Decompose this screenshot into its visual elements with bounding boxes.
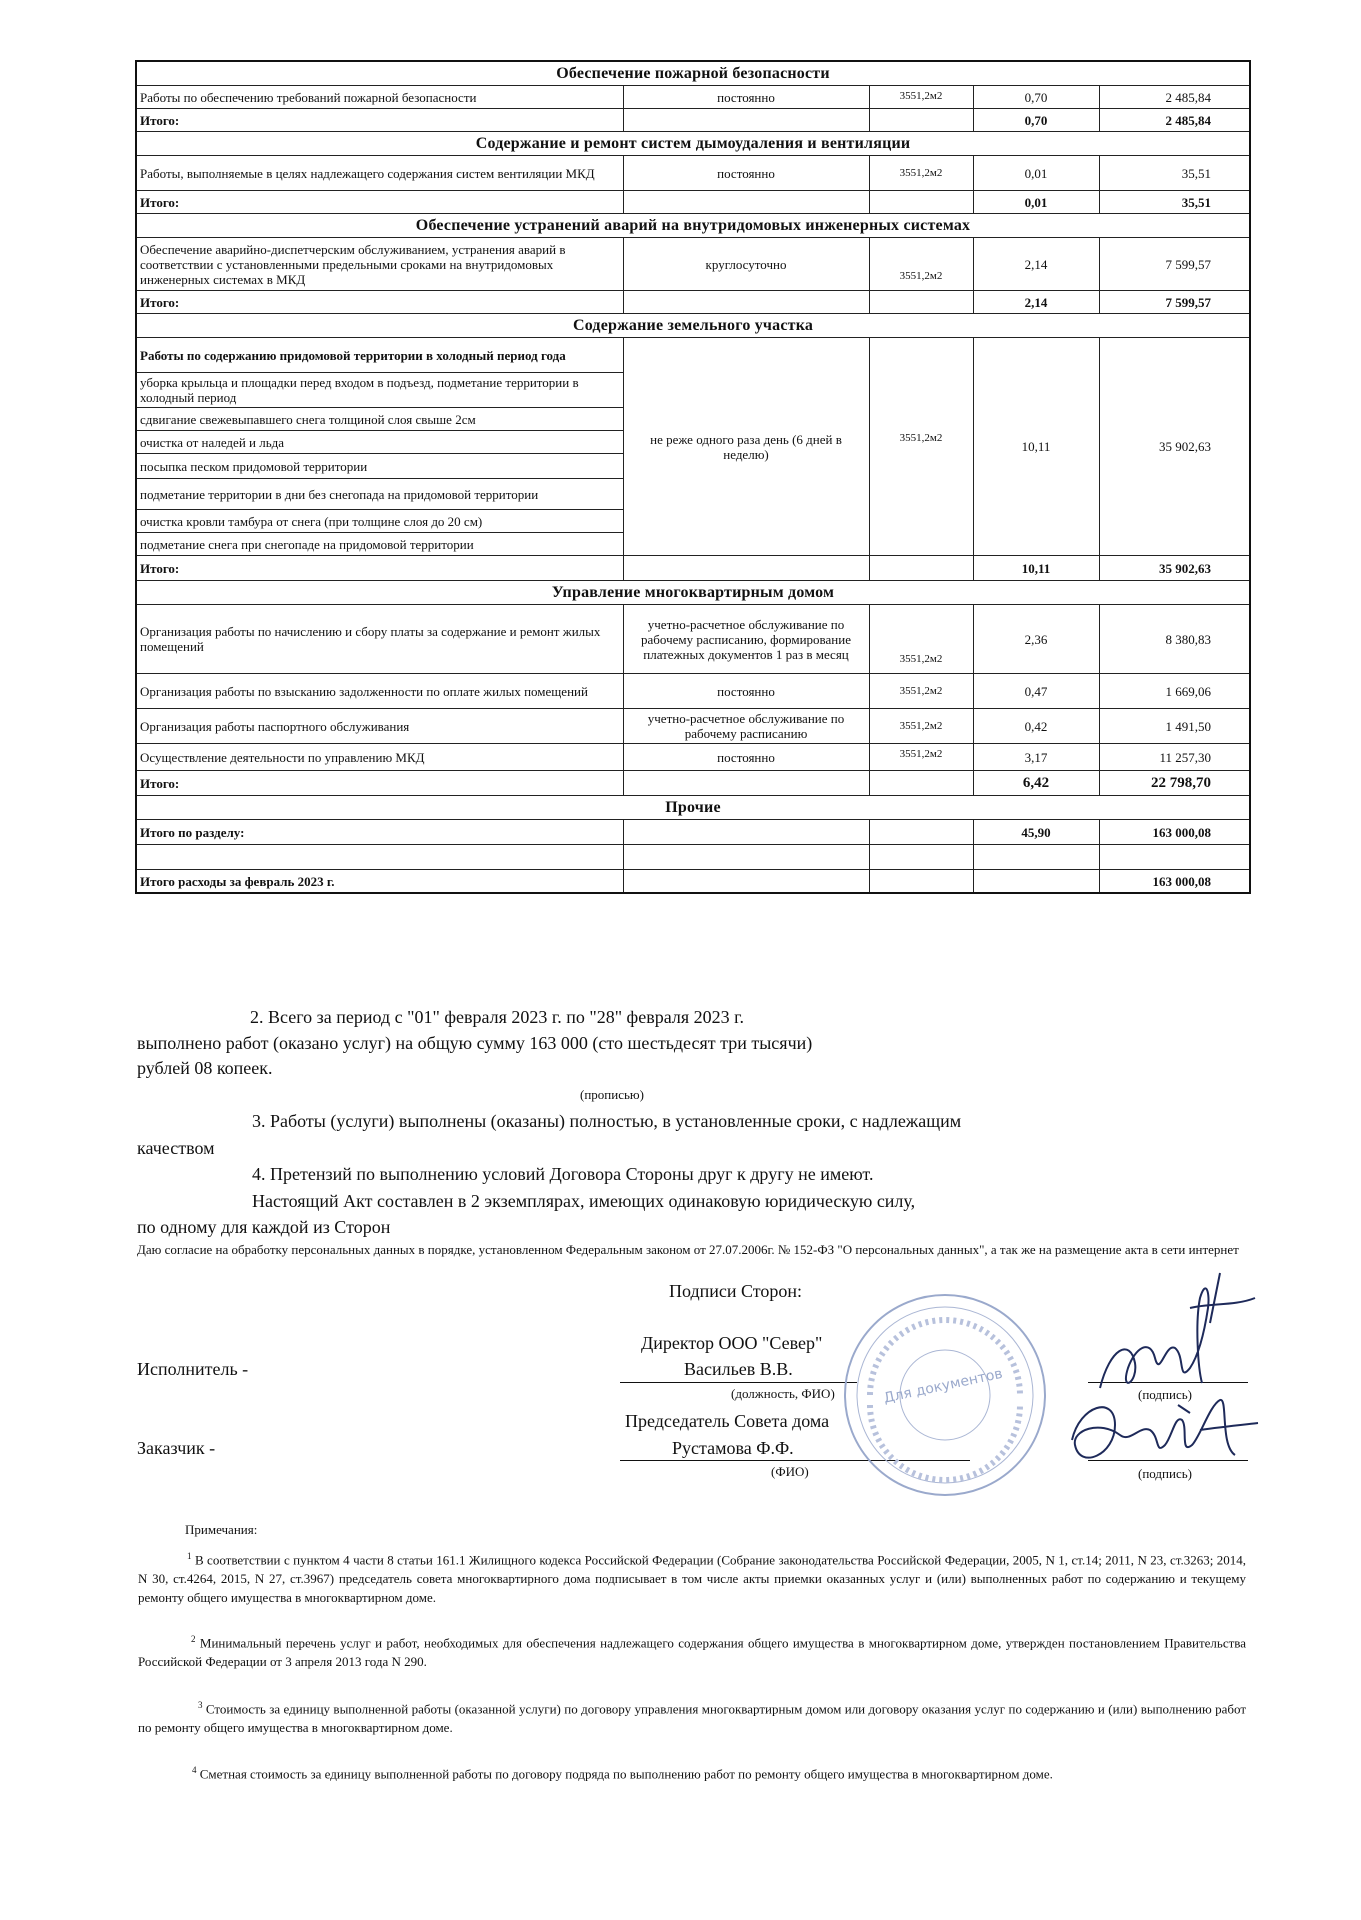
executor-name-line — [620, 1382, 857, 1383]
work-name: Организация работы по взысканию задолженности по оплате жилых помещений — [136, 674, 623, 709]
total-row — [136, 109, 1250, 132]
total-rate: 10,11 — [973, 556, 1099, 581]
section-header-emergency: Обеспечение устранений аварий на внутридомовых инженерных системах — [136, 214, 1250, 238]
work-name: сдвигание свежевыпавшего снега толщиной слоя свыше 2см — [136, 408, 623, 431]
sign-caption-2: (подпись) — [1138, 1466, 1192, 1481]
total-rate: 6,42 — [973, 771, 1099, 796]
work-sum: 8 380,83 — [1099, 605, 1250, 674]
work-sum: 1 669,06 — [1099, 674, 1250, 709]
section-total-label: Итого по разделу: — [136, 820, 623, 845]
paragraph-5-line1: Настоящий Акт составлен в 2 экземплярах, имеющих одинаковую юридическую силу, — [252, 1191, 916, 1211]
table-row — [136, 86, 1250, 109]
executor-label: Исполнитель - — [137, 1359, 249, 1379]
total-label: Итого: — [136, 109, 623, 132]
table-row — [136, 605, 1250, 674]
work-rate: 10,11 — [973, 338, 1099, 556]
work-name: подметание территории в дни без снегопада на придомовой территории — [136, 479, 623, 510]
total-rate: 0,70 — [973, 109, 1099, 132]
signatures-title: Подписи Сторон: — [669, 1281, 803, 1301]
consent-text: Даю согласие на обработку персональных данных в порядке, установленном Федеральным законом от 27.07.2006г. № 152-ФЗ "О персональных данных", а так же на размещение акта в сети интернет — [137, 1242, 1239, 1257]
work-unit: 3551,2м2 — [869, 86, 973, 109]
customer-label: Заказчик - — [137, 1438, 216, 1458]
paragraph-5-line2: по одному для каждой из Сторон — [137, 1217, 391, 1237]
total-row — [136, 291, 1250, 314]
work-sum: 1 491,50 — [1099, 709, 1250, 744]
work-rate: 2,14 — [973, 238, 1099, 291]
notes-title: Примечания: — [185, 1522, 258, 1537]
work-name: Работы по обеспечению требований пожарной безопасности — [136, 86, 623, 109]
work-unit: 3551,2м2 — [869, 238, 973, 291]
work-name: уборка крыльца и площадки перед входом в подъезд, подметание территории в холодный период — [136, 373, 623, 408]
total-label: Итого: — [136, 291, 623, 314]
work-frequency: не реже одного раза день (6 дней в неделю) — [623, 338, 869, 556]
work-name: очистка кровли тамбура от снега (при толщине слоя до 20 см) — [136, 510, 623, 533]
paragraph-3-line1: 3. Работы (услуги) выполнены (оказаны) полностью, в установленные сроки, с надлежащим — [252, 1111, 962, 1131]
total-rate: 2,14 — [973, 291, 1099, 314]
work-frequency: постоянно — [623, 156, 869, 191]
work-name: Обеспечение аварийно-диспетчерским обслуживанием, устранения аварий в соответствии с установленными предельными сроками на внутридомовых инженерных системах в МКД — [136, 238, 623, 291]
work-frequency: круглосуточно — [623, 238, 869, 291]
table-row — [136, 709, 1250, 744]
grand-total-row — [136, 870, 1250, 894]
executor-caption: (должность, ФИО) — [731, 1386, 835, 1401]
propisyu-caption: (прописью) — [580, 1087, 644, 1102]
table-row — [136, 338, 1250, 373]
table-row — [136, 744, 1250, 771]
work-rate: 0,01 — [973, 156, 1099, 191]
executor-position: Директор ООО "Север" — [641, 1333, 823, 1353]
work-name: очистка от наледей и льда — [136, 431, 623, 454]
customer-caption: (ФИО) — [771, 1464, 809, 1479]
customer-name: Рустамова Ф.Ф. — [672, 1438, 794, 1458]
total-label: Итого: — [136, 556, 623, 581]
total-row — [136, 191, 1250, 214]
executor-name: Васильев В.В. — [684, 1359, 793, 1379]
paragraph-2-line2: выполнено работ (оказано услуг) на общую сумму 163 000 (сто шестьдесят три тысячи) — [137, 1033, 813, 1053]
work-name: подметание снега при снегопаде на придомовой территории — [136, 533, 623, 556]
note-3: $^3$ Стоимость за единицу выполненной работы (оказанной услуги) по договору управления многоквартирным домом или договору оказания услуг по содержанию и (или) выполнению работ по ремонту общего имущества в многоквартирном доме. — [138, 1700, 1247, 1736]
work-unit: 3551,2м2 — [869, 744, 973, 771]
work-sum: 11 257,30 — [1099, 744, 1250, 771]
work-unit: 3551,2м2 — [869, 156, 973, 191]
section-total-rate: 45,90 — [973, 820, 1099, 845]
customer-position: Председатель Совета дома — [625, 1411, 830, 1431]
work-sum: 2 485,84 — [1099, 86, 1250, 109]
grand-total-sum: 163 000,08 — [1099, 870, 1250, 894]
work-rate: 2,36 — [973, 605, 1099, 674]
table-row — [136, 674, 1250, 709]
total-label: Итого: — [136, 771, 623, 796]
work-frequency: учетно-расчетное обслуживание по рабочему расписанию — [623, 709, 869, 744]
note-4: $^4$ Сметная стоимость за единицу выполненной работы по договору подряда по выполнению работ по ремонту общего имущества в многоквартирном доме. — [192, 1765, 1053, 1782]
work-name: посыпка песком придомовой территории — [136, 454, 623, 479]
works-table — [135, 60, 1251, 894]
work-name: Организация работы паспортного обслуживания — [136, 709, 623, 744]
work-unit: 3551,2м2 — [869, 674, 973, 709]
work-sum: 7 599,57 — [1099, 238, 1250, 291]
table-row — [136, 156, 1250, 191]
sign-caption-1: (подпись) — [1138, 1387, 1192, 1402]
total-row — [136, 556, 1250, 581]
work-rate: 0,70 — [973, 86, 1099, 109]
section-total-sum: 163 000,08 — [1099, 820, 1250, 845]
section-header-ventilation: Содержание и ремонт систем дымоудаления и вентиляции — [136, 132, 1250, 156]
total-sum: 7 599,57 — [1099, 291, 1250, 314]
table-row — [136, 238, 1250, 291]
customer-signature — [1060, 1385, 1260, 1485]
section-header-management: Управление многоквартирным домом — [136, 581, 1250, 605]
total-sum: 22 798,70 — [1099, 771, 1250, 796]
total-rate: 0,01 — [973, 191, 1099, 214]
work-name: Осуществление деятельности по управлению МКД — [136, 744, 623, 771]
work-rate: 3,17 — [973, 744, 1099, 771]
total-sum: 35 902,63 — [1099, 556, 1250, 581]
stamp-text: Для документов — [882, 1365, 1004, 1407]
work-name: Работы, выполняемые в целях надлежащего содержания систем вентиляции МКД — [136, 156, 623, 191]
work-name: Организация работы по начислению и сбору платы за содержание и ремонт жилых помещений — [136, 605, 623, 674]
work-unit: 3551,2м2 — [869, 605, 973, 674]
section-header-fire: Обеспечение пожарной безопасности — [136, 61, 1250, 86]
work-sum: 35 902,63 — [1099, 338, 1250, 556]
paragraph-4: 4. Претензий по выполнению условий Договора Стороны друг к другу не имеют. — [252, 1164, 874, 1184]
work-sum: 35,51 — [1099, 156, 1250, 191]
work-frequency: постоянно — [623, 744, 869, 771]
work-unit: 3551,2м2 — [869, 709, 973, 744]
work-frequency: постоянно — [623, 674, 869, 709]
section-header-other: Прочие — [136, 796, 1250, 820]
total-sum: 35,51 — [1099, 191, 1250, 214]
paragraph-3-line2: качеством — [137, 1138, 215, 1158]
stamp-seal — [840, 1290, 1050, 1500]
total-label: Итого: — [136, 191, 623, 214]
work-frequency: учетно-расчетное обслуживание по рабочему расписанию, формирование платежных документов 1 раз в месяц — [623, 605, 869, 674]
note-2: $^2$ Минимальный перечень услуг и работ, необходимых для обеспечения надлежащего содержания общего имущества в многоквартирном доме, утвержден постановлением Правительства Российской Федерации от 3 апреля 2013 года N 290. — [138, 1634, 1247, 1670]
paragraph-2-line3: рублей 08 копеек. — [137, 1058, 273, 1078]
total-row — [136, 771, 1250, 796]
section-header-land: Содержание земельного участка — [136, 314, 1250, 338]
grand-total-label: Итого расходы за февраль 2023 г. — [136, 870, 623, 894]
total-sum: 2 485,84 — [1099, 109, 1250, 132]
work-unit: 3551,2м2 — [869, 338, 973, 556]
work-rate: 0,42 — [973, 709, 1099, 744]
paragraph-2-line1: 2. Всего за период с "01" февраля 2023 г. по "28" февраля 2023 г. — [250, 1007, 744, 1027]
work-rate: 0,47 — [973, 674, 1099, 709]
work-frequency: постоянно — [623, 86, 869, 109]
note-1: $^1$ В соответствии с пунктом 4 части 8 статьи 161.1 Жилищного кодекса Российской Федерации (Собрание законодательства Российской Федерации, 2005, N 1, ст.14; 2011, N 23, ст.3263; 2014, N 30, ст.4264, 2015, N 27, ст.3967) председатель совета многоквартирного дома подписывает в том числе акты приемки оказанных услуг и (или) выполненных работ по содержанию и текущему ремонту общего имущества в многоквартирном доме. — [138, 1551, 1247, 1606]
work-name: Работы по содержанию придомовой территории в холодный период года — [136, 338, 623, 373]
total-row — [136, 820, 1250, 845]
